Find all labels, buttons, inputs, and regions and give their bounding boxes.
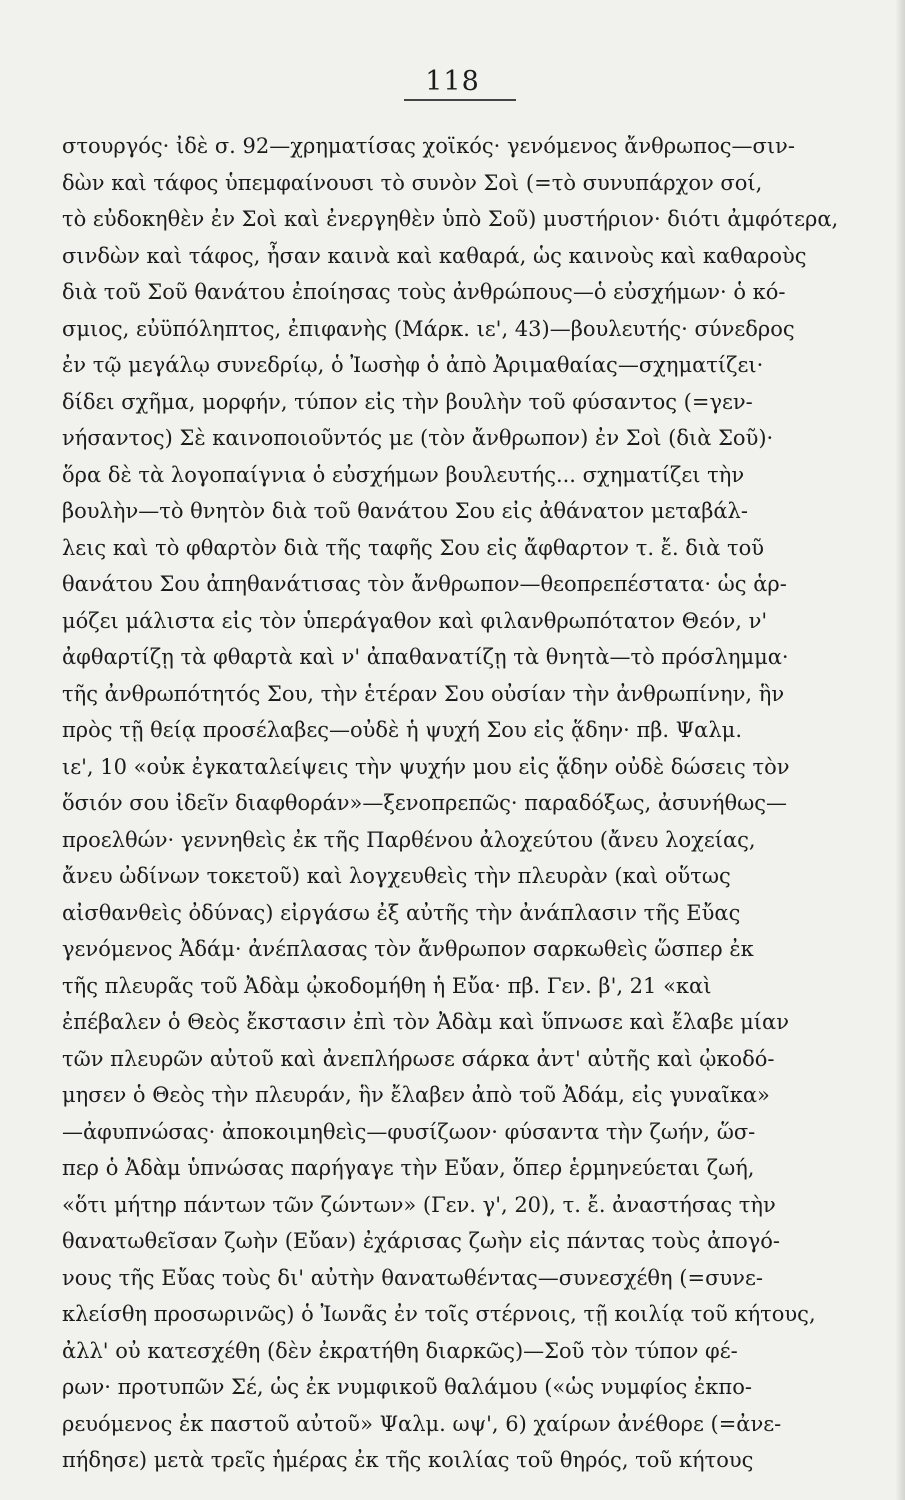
text-line: —ἀφυπνώσας· ἀποκοιμηθεὶς—φυσίζωον· φύσαντα τὴν ζωήν, ὥσ- [62, 1119, 756, 1144]
text-line: σινδὼν καὶ τάφος, ἦσαν καινὰ καὶ καθαρά, ὡς καινοὺς καὶ καθαροὺς [62, 243, 807, 268]
text-line: λεις καὶ τὸ φθαρτὸν διὰ τῆς ταφῆς Σου εἰς ἄφθαρτον τ. ἔ. διὰ τοῦ [62, 535, 765, 560]
text-line: θανατωθεῖσαν ζωὴν (Εὔαν) ἐχάρισας ζωὴν εἰς πάντας τοὺς ἀπογό- [62, 1229, 781, 1253]
text-line: ιε', 10 «οὐκ ἐγκαταλείψεις τὴν ψυχήν μου εἰς ᾅδην οὐδὲ δώσεις τὸν [62, 754, 790, 779]
text-line: ὅσιόν σου ἰδεῖν διαφθοράν»—ξενοπρεπῶς· παραδόξως, ἀσυνήθως— [62, 791, 788, 815]
text-line: δὼν καὶ τάφος ὑπεμφαίνουσι τὸ συνὸν Σοὶ (=τὸ συνυπάρχον σοί, [62, 170, 763, 195]
text-line: νήσαντος) Σὲ καινοποιοῦντός με (τὸν ἄνθρωπον) ἐν Σοὶ (διὰ Σοῦ)· [62, 426, 774, 450]
text-line: βουλὴν—τὸ θνητὸν διὰ τοῦ θανάτου Σου εἰς ἀθάνατον μεταβάλ- [62, 499, 748, 523]
text-line: πρὸς τῇ θείᾳ προσέλαβες—οὐδὲ ἡ ψυχή Σου εἰς ᾅδην· πβ. Ψαλμ. [62, 718, 742, 742]
text-line: γενόμενος Ἀδάμ· ἀνέπλασας τὸν ἄνθρωπον σαρκωθεὶς ὥσπερ ἐκ [62, 937, 754, 961]
page-edge-shadow [895, 0, 905, 1500]
text-line: «ὅτι μήτηρ πάντων τῶν ζώντων» (Γεν. γ', 20), τ. ἔ. ἀναστήσας τὴν [62, 1192, 776, 1217]
text-line: ἄνευ ὠδίνων τοκετοῦ) καὶ λογχευθεὶς τὴν πλευρὰν (καὶ οὕτως [62, 864, 731, 888]
text-line: ἐπέβαλεν ὁ Θεὸς ἔκστασιν ἐπὶ τὸν Ἀδὰμ καὶ ὕπνωσε καὶ ἔλαβε μίαν [62, 1010, 789, 1034]
text-line: δίδει σχῆμα, μορφήν, τύπον εἰς τὴν βουλὴν τοῦ φύσαντος (=γεν- [62, 389, 753, 414]
text-line: ἀλλ' οὐ κατεσχέθη (δὲν ἐκρατήθη διαρκῶς)—Σοῦ τὸν τύπον φέ- [62, 1338, 738, 1363]
text-line: στουργός· ἰδὲ σ. 92—χρηματίσας χοϊκός· γενόμενος ἄνθρωπος—σιν- [62, 134, 795, 158]
text-line: μησεν ὁ Θεὸς τὴν πλευράν, ἣν ἔλαβεν ἀπὸ τοῦ Ἀδάμ, εἰς γυναῖκα» [62, 1083, 770, 1107]
text-line: ἐν τῷ μεγάλῳ συνεδρίῳ, ὁ Ἰωσὴφ ὁ ἀπὸ Ἀριμαθαίας—σχηματίζει· [62, 353, 764, 377]
page-number: 118 [425, 66, 480, 97]
page-number-rule [404, 99, 516, 101]
text-line: πήδησε) μετὰ τρεῖς ἡμέρας ἐκ τῆς κοιλίας τοῦ θηρός, τοῦ κήτους [62, 1448, 754, 1472]
text-line: τῆς ἀνθρωπότητός Σου, τὴν ἑτέραν Σου οὐσίαν τὴν ἀνθρωπίνην, ἣν [62, 681, 785, 706]
text-line: ρων· προτυπῶν Σέ, ὡς ἐκ νυμφικοῦ θαλάμου («ὡς νυμφίος ἐκπο- [62, 1375, 752, 1399]
text-line: νους τῆς Εὔας τοὺς δι' αὐτὴν θανατωθέντας—συνεσχέθη (=συνε- [62, 1265, 763, 1290]
text-line: τῶν πλευρῶν αὐτοῦ καὶ ἀνεπλήρωσε σάρκα ἀντ' αὐτῆς καὶ ᾠκοδό- [62, 1046, 775, 1071]
text-line: προελθών· γεννηθεὶς ἐκ τῆς Παρθένου ἀλοχεύτου (ἄνευ λοχείας, [62, 827, 756, 852]
text-line: αἰσθανθεὶς ὀδύνας) εἰργάσω ἐξ αὐτῆς τὴν ἀνάπλασιν τῆς Εὔας [62, 900, 741, 925]
text-line: μόζει μάλιστα εἰς τὸν ὑπεράγαθον καὶ φιλανθρωπότατον Θεόν, ν' [62, 608, 768, 633]
commentary-text [62, 128, 858, 1479]
text-line: περ ὁ Ἀδὰμ ὑπνώσας παρήγαγε τὴν Εὔαν, ὅπερ ἑρμηνεύεται ζωή, [62, 1156, 755, 1180]
text-line: ἀφθαρτίζῃ τὰ φθαρτὰ καὶ ν' ἀπαθανατίζῃ τὰ θνητὰ—τὸ πρόσλημμα· [62, 645, 789, 669]
text-line: ρευόμενος ἐκ παστοῦ αὐτοῦ» Ψαλμ. ωψ', 6) χαίρων ἀνέθορε (=ἀνε- [62, 1411, 782, 1436]
text-line: τὸ εὐδοκηθὲν ἐν Σοὶ καὶ ἐνεργηθὲν ὑπὸ Σοῦ) μυστήριον· διότι ἀμφότερα, [62, 207, 839, 231]
text-line: σμιος, εὐϋπόληπτος, ἐπιφανὴς (Μάρκ. ιε', 43)—βουλευτής· σύνεδρος [62, 316, 795, 341]
text-line: θανάτου Σου ἀπηθανάτισας τὸν ἄνθρωπον—θεοπρεπέστατα· ὡς ἁρ- [62, 572, 787, 596]
text-line: κλείσθη προσωρινῶς) ὁ Ἰωνᾶς ἐν τοῖς στέρνοις, τῇ κοιλίᾳ τοῦ κήτους, [62, 1302, 816, 1326]
text-line: διὰ τοῦ Σοῦ θανάτου ἐποίησας τοὺς ἀνθρώπους—ὁ εὐσχήμων· ὁ κό- [62, 280, 786, 304]
text-line: ὅρα δὲ τὰ λογοπαίγνια ὁ εὐσχήμων βουλευτής... σχηματίζει τὴν [62, 462, 745, 487]
text-line: τῆς πλευρᾶς τοῦ Ἀδὰμ ᾠκοδομήθη ἡ Εὔα· πβ. Γεν. β', 21 «καὶ [62, 973, 712, 998]
